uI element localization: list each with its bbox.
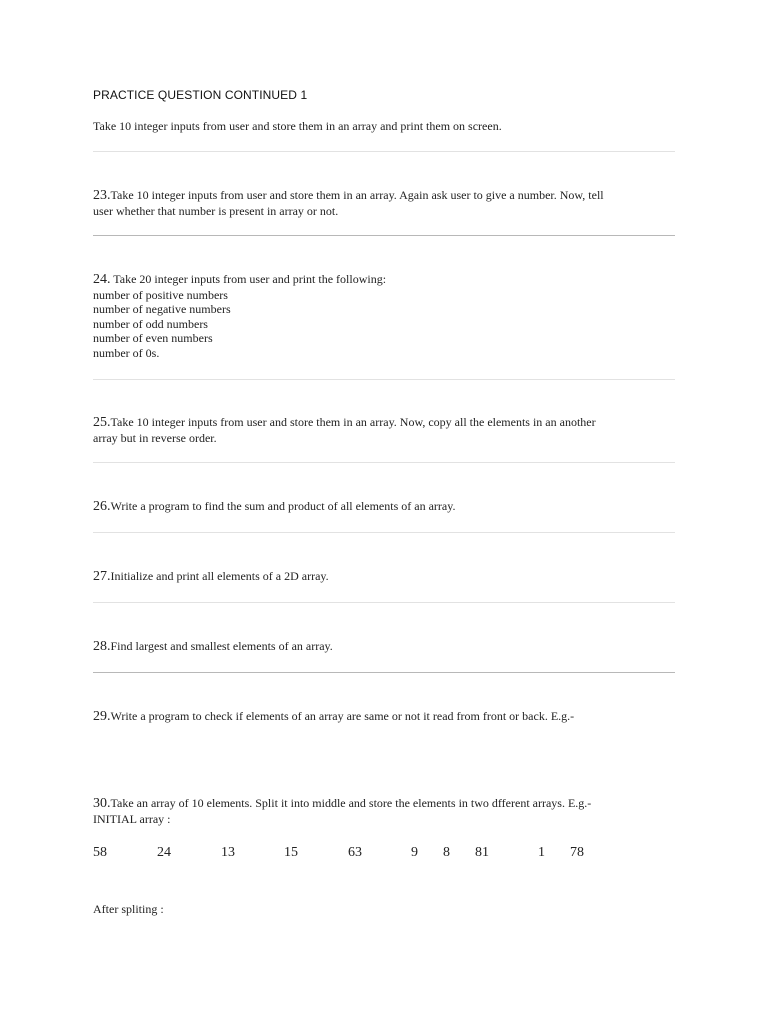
question-text-line: Initialize and print all elements of a 2D array. bbox=[110, 569, 329, 583]
question-text-line: number of even numbers bbox=[93, 331, 213, 346]
question-text-line: INITIAL array : bbox=[93, 811, 171, 826]
page-title: PRACTICE QUESTION CONTINUED 1 bbox=[93, 88, 308, 102]
array-value: 15 bbox=[284, 845, 298, 860]
array-value: 1 bbox=[538, 845, 545, 860]
question-text-line: number of negative numbers bbox=[93, 302, 231, 317]
question-text-line: number of odd numbers bbox=[93, 316, 208, 331]
question-number: 30. bbox=[93, 796, 111, 811]
question-23 bbox=[93, 188, 683, 218]
question-text-line: number of positive numbers bbox=[93, 287, 228, 302]
divider bbox=[93, 379, 675, 380]
array-value: 78 bbox=[570, 845, 584, 860]
array-value: 9 bbox=[411, 845, 418, 860]
intro-question bbox=[93, 119, 683, 134]
question-number: 29. bbox=[93, 709, 111, 724]
array-value: 58 bbox=[93, 845, 107, 860]
after-splitting-label bbox=[93, 902, 683, 917]
question-number: 25. bbox=[93, 415, 111, 430]
question-text-line: Take an array of 10 elements. Split it into middle and store the elements in two dfferent arrays. E.g.- bbox=[110, 796, 592, 810]
divider bbox=[93, 235, 675, 236]
question-24 bbox=[93, 272, 683, 361]
divider bbox=[93, 151, 675, 152]
array-value: 24 bbox=[157, 845, 171, 860]
question-25 bbox=[93, 415, 683, 445]
question-text-line: Write a program to check if elements of an array are same or not it read from front or back. E.g.- bbox=[110, 709, 575, 723]
question-text-line: Find largest and smallest elements of an array. bbox=[110, 639, 333, 653]
question-text-line: array but in reverse order. bbox=[93, 430, 217, 445]
question-29 bbox=[93, 709, 683, 725]
question-number: 24. bbox=[93, 272, 111, 287]
question-text-line: user whether that number is present in array or not. bbox=[93, 203, 339, 218]
divider bbox=[93, 602, 675, 603]
question-30 bbox=[93, 796, 683, 826]
question-28 bbox=[93, 639, 683, 655]
question-number: 28. bbox=[93, 639, 111, 654]
array-value: 63 bbox=[348, 845, 362, 860]
divider bbox=[93, 672, 675, 673]
question-26 bbox=[93, 499, 683, 515]
array-value: 81 bbox=[475, 845, 489, 860]
question-number: 23. bbox=[93, 188, 111, 203]
question-number: 27. bbox=[93, 569, 111, 584]
question-number: 26. bbox=[93, 499, 111, 514]
intro-text: Take 10 integer inputs from user and store them in an array and print them on screen. bbox=[93, 119, 502, 133]
divider bbox=[93, 462, 675, 463]
question-text-line: Write a program to find the sum and product of all elements of an array. bbox=[110, 499, 456, 513]
divider bbox=[93, 532, 675, 533]
array-value: 8 bbox=[443, 845, 450, 860]
question-27 bbox=[93, 569, 683, 585]
question-text-line: Take 10 integer inputs from user and store them in an array. Now, copy all the elements in an another bbox=[110, 415, 596, 429]
question-text-line: Take 20 integer inputs from user and print the following: bbox=[110, 272, 387, 286]
question-text-line: Take 10 integer inputs from user and store them in an array. Again ask user to give a number. Now, tell bbox=[110, 188, 604, 202]
array-value: 13 bbox=[221, 845, 235, 860]
after-splitting-text: After spliting : bbox=[93, 902, 164, 916]
question-text-line: number of 0s. bbox=[93, 345, 160, 360]
